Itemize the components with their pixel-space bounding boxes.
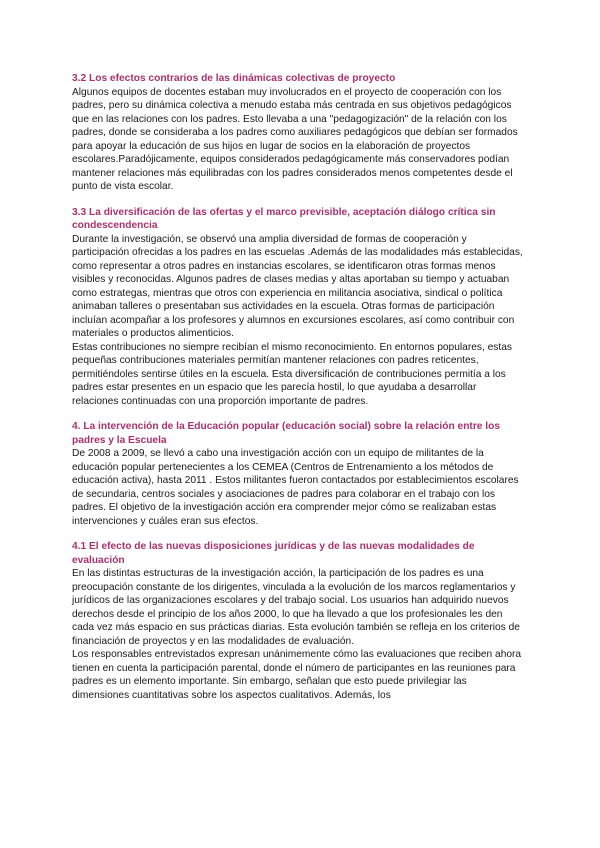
section-heading: 4.1 El efecto de las nuevas disposiciones jurídicas y de las nuevas modalidades de evaluación [72, 541, 475, 566]
paragraph: De 2008 a 2009, se llevó a cabo una investigación acción con un equipo de militantes de la educación popular pertenecientes a los CEMEA (Centros de Entrenamiento a los métodos de educación activa), hasta 2011 . Estos militantes fueron contactados por establecimientos escolares de secundaria, centros sociales y asociaciones de padres para colaborar en el trabajo con los padres. El objetivo de la investigación acción era comprender mejor cómo se realizaban estas intervenciones y cuáles eran sus efectos. [72, 448, 519, 527]
paragraph: Durante la investigación, se observó una amplia diversidad de formas de cooperación y participación ofrecidas a los padres en las escuelas .Además de las modalidades más establecidas, como representar a otros padres en instancias escolares, se identificaron otras formas menos visibles y reconocidas. Algunos padres de clases medias y altas aportaban su tiempo y actuaban como estrategas, mientras que otros con experiencia en militancia asociativa, sindical o política animaban talleres o presentaban sus actividades en la escuela. Otras formas de participación incluían acompañar a los profesores y alumnos en excursiones escolares, así como contribuir con materiales o productos alimenticios. [72, 233, 523, 339]
paragraph: Estas contribuciones no siempre recibían el mismo reconocimiento. En entornos populares, estas pequeñas contribuciones materiales permitían mantener relaciones con padres reticentes, permitiéndoles sentirse útiles en la escuela. Esta diversificación de contribuciones permitía a los padres estar presentes en un espacio que les parecía hostil, lo que ayudaba a desarrollar relaciones continuadas con una proporción importante de padres. [72, 341, 512, 407]
paragraph: Los responsables entrevistados expresan unánimemente cómo las evaluaciones que reciben ahora tienen en cuenta la participación parental, donde el número de participantes en las reuniones para padres es un elemento importante. Sin embargo, señalan que esto puede privilegiar las dimensiones cuantitativas sobre los aspectos cualitativos. Además, los [72, 649, 522, 701]
section-heading: 4. La intervención de la Educación popular (educación social) sobre la relación entre los padres y la Escuela [72, 421, 500, 446]
paragraph: Algunos equipos de docentes estaban muy involucrados en el proyecto de cooperación con los padres, pero su dinámica colectiva a menudo estaba más centrada en sus objetivos pedagógicos que en las relaciones con los padres. Esto llevaba a una "pedagogización" de la relación con los padres, donde se consideraba a los padres como auxiliares pedagógicos que debían ser formados para apoyar la educación de sus hijos en lugar de socios en la elaboración de proyectos escolares.Paradójicamente, equipos considerados pedagógicamente más conservadores podían mantener relaciones más equilibradas con los padres considerados menos competentes desde el punto de vista escolar. [72, 86, 518, 192]
document-body [72, 72, 524, 714]
section-3-3 [72, 206, 524, 409]
section-heading: 3.3 La diversificación de las ofertas y el marco previsible, aceptación diálogo crítica sin condescendencia [72, 206, 496, 231]
section-4 [72, 420, 524, 528]
section-3-2 [72, 72, 524, 194]
section-4-1 [72, 540, 524, 702]
paragraph: En las distintas estructuras de la investigación acción, la participación de los padres es una preocupación constante de los dirigentes, vinculada a la evolución de los marcos reglamentarios y jurídicos de las organizaciones escolares y del trabajo social. Los usuarios han adquirido nuevos derechos desde el principio de los años 2000, lo que ha llevado a que los profesionales les den cada vez más espacio en sus prácticas diarias. Esta evolución también se refleja en los criterios de financiación de proyectos y en las modalidades de evaluación. [72, 568, 520, 647]
section-heading: 3.2 Los efectos contrarios de las dinámicas colectivas de proyecto [72, 73, 396, 84]
